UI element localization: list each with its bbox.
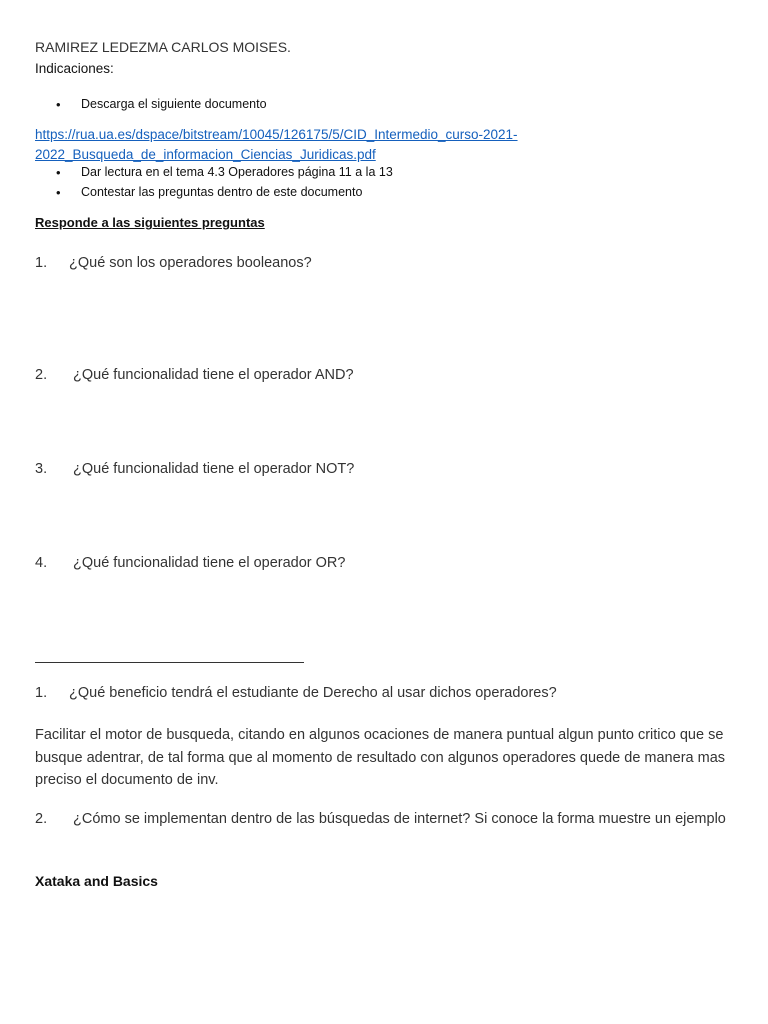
section-heading: Responde a las siguientes preguntas: [35, 215, 265, 230]
question-number: 4.: [35, 555, 48, 571]
question-number: 2.: [35, 811, 48, 827]
question-number: 1.: [35, 255, 48, 271]
benefit-question: [35, 685, 557, 701]
separator-line: [35, 662, 304, 663]
question-text: ¿Qué son los operadores booleanos?: [69, 255, 312, 271]
author-name: RAMIREZ LEDEZMA CARLOS MOISES.: [35, 39, 291, 55]
instructions-label: Indicaciones:: [35, 61, 114, 76]
bullet-text: Dar lectura en el tema 4.3 Operadores página 11 a la 13: [81, 165, 393, 179]
question-text: ¿Qué funcionalidad tiene el operador OR?: [73, 555, 346, 571]
bullet-text: Contestar las preguntas dentro de este documento: [81, 185, 363, 199]
bullet-item: [58, 185, 362, 199]
question-text: ¿Cómo se implementan dentro de las búsquedas de internet? Si conoce la forma muestre un ejemplo: [73, 811, 726, 827]
implementation-question: [35, 808, 735, 831]
answer-paragraph: Facilitar el motor de busqueda, citando en algunos ocaciones de manera puntual algun punto critico que se busque adentrar, de tal forma que al momento de resultado con algunos operadores quede de manera mas preciso el documento de inv.: [35, 727, 726, 788]
question-2: [35, 367, 354, 383]
question-text: ¿Qué beneficio tendrá el estudiante de Derecho al usar dichos operadores?: [69, 685, 557, 701]
bullet-item: [58, 165, 393, 179]
bullet-text: Descarga el siguiente documento: [81, 97, 267, 111]
document-link-line-1[interactable]: https://rua.ua.es/dspace/bitstream/10045/126175/5/CID_Intermedio_curso-2021-: [35, 127, 518, 142]
question-1: [35, 255, 312, 271]
question-number: 2.: [35, 367, 48, 383]
document-link-line-2[interactable]: 2022_Busqueda_de_informacion_Ciencias_Juridicas.pdf: [35, 147, 376, 162]
question-text: ¿Qué funcionalidad tiene el operador NOT?: [73, 461, 355, 477]
question-number: 1.: [35, 685, 48, 701]
question-4: [35, 555, 345, 571]
bullet-item: [58, 97, 267, 111]
footer-answer: Xataka and Basics: [35, 873, 158, 889]
question-3: [35, 461, 354, 477]
question-number: 3.: [35, 461, 48, 477]
question-text: ¿Qué funcionalidad tiene el operador AND?: [73, 367, 354, 383]
